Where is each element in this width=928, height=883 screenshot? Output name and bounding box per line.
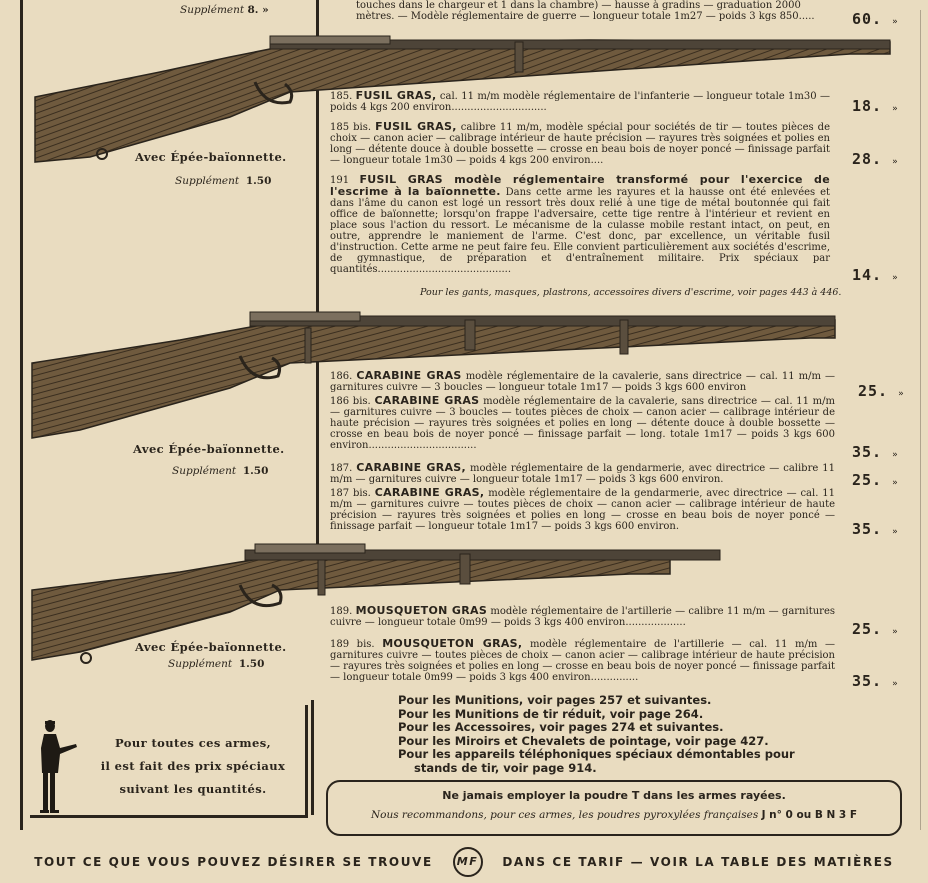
catalog-logo-icon: MF bbox=[453, 847, 483, 877]
section2-avec-label: Avec Épée-baïonnette. bbox=[133, 442, 285, 456]
column-divider-lower bbox=[311, 700, 314, 815]
entry-186-bis: 186 bis. CARABINE GRAS modèle réglementaire de la cavalerie, sans directrice — cal. 11 m/m — garnitures cuivre — 3 boucles — toutes pièces de choix — canon acier — calibrage intérieur de haute précision — rayures très soignées et polies en long — détente douce à double bossette — crosse en beau bois de noyer poncé — finissage parfait — long. totale 1m17 — poids 3 kgs 600 environ.................................. bbox=[330, 394, 835, 451]
reference-miroirs: Pour les Miroirs et Chevalets de pointage, voir page 427. bbox=[398, 733, 769, 748]
entry-191: 191 FUSIL GRAS modèle réglementaire transformé pour l'exercice de l'escrime à la baïonnette. Dans cette arme les rayures et la hausse ont été enlevées et dans l'âme du canon est logé un ressort très doux relié à une tige de métal boutonnée qui fait office de baïonnette; lorsqu'on frappe l'adversaire, cette tige rentre à l'intérieur et revient en place sous l'action du ressort. Le mécanisme de la culasse mobile restant intact, on peut, en outre, apprendre le maniement de l'arme. C'est donc, par excellence, un véritable fusil d'instruction. Cette arme ne peut faire feu. Elle convient particulièrement aux sociétés d'escrime, de gymnastique, de préparation et d'entraînement militaire. Prix spéciaux par quantités.......................................... bbox=[330, 173, 831, 275]
price-185-bis: 28. » bbox=[852, 150, 899, 168]
powder-warning-title: Ne jamais employer la poudre T dans les armes rayées. bbox=[442, 789, 786, 802]
section3-avec-label: Avec Épée-baïonnette. bbox=[135, 640, 287, 654]
powder-recommendation: Nous recommandons, pour ces armes, les poudres pyroxylées françaises J n° 0 ou B N 3 F bbox=[370, 809, 858, 821]
entry-186: 186. CARABINE GRAS modèle réglementaire de la cavalerie, sans directrice — cal. 11 m/m — garnitures cuivre — 3 boucles — longueur totale 1m17 — poids 3 kgs 600 environ bbox=[330, 369, 836, 393]
page-footer: TOUT CE QUE VOUS POUVEZ DÉSIRER SE TROUVE MF DANS CE TARIF — VOIR LA TABLE DES MATIÈRES bbox=[0, 847, 928, 877]
entry-189: 189. MOUSQUETON GRAS modèle réglementaire de l'artillerie — calibre 11 m/m — garnitures cuivre — longueur totale 0m99 — poids 3 kgs 400 environ................... bbox=[330, 604, 835, 628]
entry-187-bis: 187 bis. CARABINE GRAS, modèle réglementaire de la gendarmerie, avec directrice — cal. 11 m/m — garnitures cuivre — toutes pièces de choix — canon acier — calibrage intérieur de haute précision — rayures très soignées et polies en long — crosse en beau bois de noyer poncé — finissage parfait — longueur totale 1m17 — poids 3 kgs 600 environ. bbox=[330, 486, 835, 532]
reference-munitions-tir-reduit: Pour les Munitions de tir réduit, voir page 264. bbox=[398, 706, 704, 721]
price-185: 18. » bbox=[852, 97, 899, 115]
price-187-bis: 35. » bbox=[852, 520, 899, 538]
escrime-note: Pour les gants, masques, plastrons, accessoires divers d'escrime, voir pages 443 à 446. bbox=[420, 287, 842, 298]
reference-munitions: Pour les Munitions, voir pages 257 et suivantes. bbox=[398, 693, 712, 707]
price-191: 14. » bbox=[852, 266, 899, 284]
top-price: 60. » bbox=[852, 10, 899, 28]
left-border bbox=[20, 0, 23, 830]
price-186-bis: 35. » bbox=[852, 443, 899, 461]
section1-avec-label: Avec Épée-baïonnette. bbox=[135, 150, 287, 164]
references-list bbox=[398, 694, 838, 775]
entry-189-bis: 189 bis. MOUSQUETON GRAS, modèle réglementaire de l'artillerie — cal. 11 m/m — garnitures cuivre — toutes pièces de choix — canon acier — calibrage intérieur de haute précision — rayures très soignées et polies en long — crosse en beau bois de noyer poncé — finissage parfait — longueur totale 0m99 — poids 3 kgs 400 environ............... bbox=[330, 637, 835, 683]
special-prices-text: Pour toutes ces armes, il est fait des prix spéciaux suivant les quantités. bbox=[100, 736, 286, 796]
price-186: 25. » bbox=[858, 382, 905, 400]
price-189: 25. » bbox=[852, 620, 899, 638]
section1-supplement: Supplément 1.50 bbox=[175, 175, 272, 187]
entry-187: 187. CARABINE GRAS, modèle réglementaire de la gendarmerie, avec directrice — calibre 11 m/m — garnitures cuivre — longueur totale 1m17 — poids 3 kgs 600 environ. bbox=[330, 461, 835, 485]
reference-telephoniques: Pour les appareils téléphoniques spéciaux démontables pour bbox=[398, 747, 795, 761]
entry-185: 185. FUSIL GRAS, cal. 11 m/m modèle réglementaire de l'infanterie — longueur totale 1m30 — poids 4 kgs 200 environ.............................. bbox=[330, 89, 830, 113]
section3-supplement: Supplément 1.50 bbox=[168, 658, 265, 670]
price-187: 25. » bbox=[852, 471, 899, 489]
section2-supplement: Supplément 1.50 bbox=[172, 465, 269, 477]
top-entry-text: touches dans le chargeur et 1 dans la chambre) — hausse à gradins — graduation 2000 mètres. — Modèle réglementaire de guerre — longueur totale 1m27 — poids 3 kgs 850..... bbox=[356, 0, 815, 22]
top-supplement: Supplément 8. » bbox=[180, 4, 269, 16]
price-189-bis: 35. » bbox=[852, 672, 899, 690]
right-tick bbox=[920, 10, 921, 830]
reference-accessoires: Pour les Accessoires, voir pages 274 et suivantes. bbox=[398, 720, 724, 734]
entry-185-bis: 185 bis. FUSIL GRAS, calibre 11 m/m, modèle spécial pour sociétés de tir — toutes pièces de choix — canon acier — calibrage intérieur de haute précision — rayures très soignées et polies en long — détente douce à double bossette — crosse en beau bois de noyer poncé — finissage parfait — longueur totale 1m30 — poids 4 kgs 200 environ.... bbox=[330, 120, 830, 166]
reference-stands: stands de tir, voir page 914. bbox=[414, 760, 597, 775]
